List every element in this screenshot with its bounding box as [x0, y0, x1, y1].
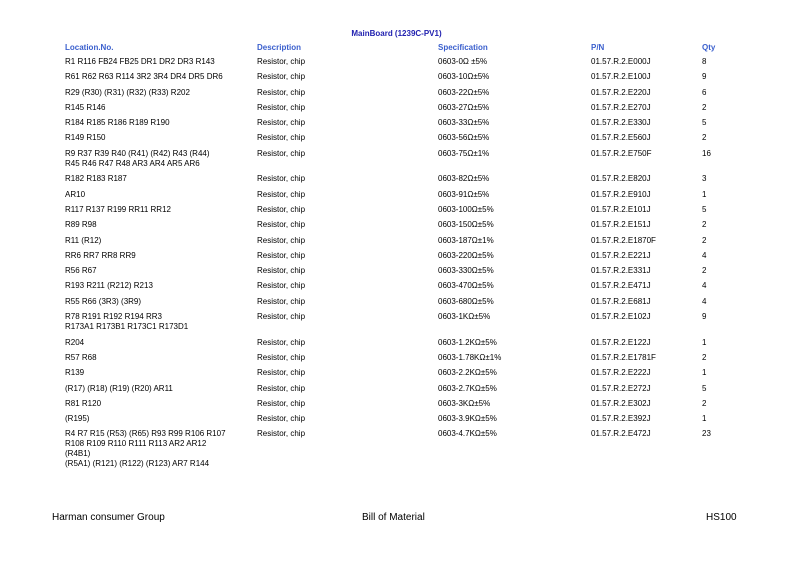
location-line: R204 — [65, 337, 85, 347]
location-line: R89 R98 — [65, 220, 97, 230]
location-cell — [65, 353, 253, 363]
pn-cell: 01.57.R.2.E472J — [591, 429, 651, 439]
specification-cell: 0603-0Ω ±5% — [438, 57, 488, 66]
location-line: (R5A1) (R121) (R122) (R123) AR7 R144 — [65, 459, 210, 469]
location-cell — [65, 149, 253, 169]
location-line: R117 R137 R199 RR11 RR12 — [65, 204, 171, 214]
location-line: R9 R37 R39 R40 (R41) (R42) R43 (R44) — [65, 148, 210, 158]
table-row — [0, 88, 793, 103]
table-row — [0, 72, 793, 87]
specification-cell: 0603-22Ω±5% — [438, 87, 490, 97]
pn-cell: 01.57.R.2.E1781F — [591, 352, 656, 362]
pn-cell: 01.57.R.2.E220J — [591, 87, 651, 97]
bom-table — [0, 57, 793, 476]
location-cell — [65, 118, 253, 128]
specification-cell: 0603-91Ω±5% — [438, 189, 490, 199]
pn-cell: 01.57.R.2.E330J — [591, 118, 651, 128]
specification-cell: 0603-4.7KΩ±5% — [438, 429, 497, 439]
table-row — [0, 236, 793, 251]
pn-cell: 01.57.R.2.E222J — [591, 368, 651, 378]
description-cell: Resistor, chip — [257, 87, 306, 97]
description-cell: Resistor, chip — [257, 174, 306, 184]
location-cell — [65, 220, 253, 230]
location-line: R81 R120 — [65, 398, 102, 408]
location-cell — [65, 384, 253, 394]
description-cell: Resistor, chip — [257, 296, 306, 306]
table-row — [0, 133, 793, 148]
location-line: RR6 RR7 RR8 RR9 — [65, 250, 136, 260]
footer-doc-title: Bill of Material — [362, 512, 425, 523]
location-cell — [65, 368, 253, 378]
location-line: R145 R146 — [65, 102, 106, 112]
qty-cell: 2 — [702, 398, 707, 408]
location-line: R11 (R12) — [65, 235, 102, 245]
pn-cell: 01.57.R.2.E151J — [591, 220, 651, 230]
table-row — [0, 338, 793, 353]
pn-cell: 01.57.R.2.E270J — [591, 102, 651, 112]
location-cell — [65, 190, 253, 200]
qty-cell: 23 — [702, 429, 711, 439]
specification-cell: 0603-75Ω±1% — [438, 148, 490, 158]
qty-cell: 3 — [702, 174, 707, 184]
specification-cell: 0603-2.2KΩ±5% — [438, 368, 497, 378]
specification-cell: 0603-10Ω±5% — [438, 72, 490, 82]
description-cell: Resistor, chip — [257, 118, 306, 128]
specification-cell: 0603-3.9KΩ±5% — [438, 414, 497, 424]
qty-cell: 6 — [702, 87, 707, 97]
description-cell: Resistor, chip — [257, 102, 306, 112]
qty-cell: 5 — [702, 118, 707, 128]
page-title: MainBoard (1239C-PV1) — [351, 29, 442, 38]
table-row — [0, 118, 793, 133]
specification-cell: 0603-27Ω±5% — [438, 102, 490, 112]
table-row — [0, 281, 793, 296]
specification-cell: 0603-220Ω±5% — [438, 250, 494, 260]
header-pn: P/N — [591, 43, 605, 52]
description-cell: Resistor, chip — [257, 189, 306, 199]
location-cell — [65, 205, 253, 215]
description-cell: Resistor, chip — [257, 204, 306, 214]
header-description: Description — [257, 43, 302, 52]
specification-cell: 0603-1.78KΩ±1% — [438, 352, 502, 362]
location-cell — [65, 297, 253, 307]
pn-cell: 01.57.R.2.E910J — [591, 189, 651, 199]
location-line: R56 R67 — [65, 266, 97, 276]
description-cell: Resistor, chip — [257, 72, 306, 82]
location-line: R1 R116 FB24 FB25 DR1 DR2 DR3 R143 — [65, 57, 215, 66]
qty-cell: 2 — [702, 220, 707, 230]
specification-cell: 0603-33Ω±5% — [438, 118, 490, 128]
location-line: R57 R68 — [65, 352, 97, 362]
description-cell: Resistor, chip — [257, 220, 306, 230]
pn-cell: 01.57.R.2.E1870F — [591, 235, 656, 245]
qty-cell: 4 — [702, 250, 707, 260]
specification-cell: 0603-1.2KΩ±5% — [438, 337, 497, 347]
location-line: (R4B1) — [65, 449, 91, 459]
specification-cell: 0603-150Ω±5% — [438, 220, 494, 230]
pn-cell: 01.57.R.2.E122J — [591, 337, 651, 347]
table-row — [0, 266, 793, 281]
table-row — [0, 103, 793, 118]
location-cell — [65, 281, 253, 291]
qty-cell: 1 — [702, 189, 707, 199]
specification-cell: 0603-3KΩ±5% — [438, 398, 491, 408]
table-row — [0, 251, 793, 266]
footer-company: Harman consumer Group — [52, 512, 165, 523]
table-row — [0, 368, 793, 383]
table-row — [0, 57, 793, 72]
qty-cell: 4 — [702, 281, 707, 291]
table-row — [0, 190, 793, 205]
pn-cell: 01.57.R.2.E820J — [591, 174, 651, 184]
specification-cell: 0603-1KΩ±5% — [438, 312, 491, 322]
qty-cell: 1 — [702, 337, 707, 347]
pn-cell: 01.57.R.2.E000J — [591, 57, 651, 66]
table-row — [0, 149, 793, 175]
location-cell — [65, 103, 253, 113]
specification-cell: 0603-2.7KΩ±5% — [438, 383, 497, 393]
qty-cell: 1 — [702, 414, 707, 424]
specification-cell: 0603-330Ω±5% — [438, 266, 494, 276]
location-line: R4 R7 R15 (R53) (R65) R93 R99 R106 R107 — [65, 429, 226, 439]
table-row — [0, 414, 793, 429]
description-cell: Resistor, chip — [257, 57, 306, 66]
location-cell — [65, 133, 253, 143]
location-line: R78 R191 R192 R194 RR3 — [65, 312, 162, 322]
location-cell — [65, 266, 253, 276]
qty-cell: 5 — [702, 204, 707, 214]
specification-cell: 0603-82Ω±5% — [438, 174, 490, 184]
description-cell: Resistor, chip — [257, 148, 306, 158]
location-line: R45 R46 R47 R48 AR3 AR4 AR5 AR6 — [65, 158, 200, 168]
description-cell: Resistor, chip — [257, 133, 306, 143]
specification-cell: 0603-100Ω±5% — [438, 204, 494, 214]
location-cell — [65, 57, 253, 67]
location-line: R184 R185 R186 R189 R190 — [65, 118, 170, 128]
qty-cell: 2 — [702, 133, 707, 143]
location-line: (R17) (R18) (R19) (R20) AR11 — [65, 383, 173, 393]
description-cell: Resistor, chip — [257, 398, 306, 408]
table-row — [0, 205, 793, 220]
description-cell: Resistor, chip — [257, 266, 306, 276]
description-cell: Resistor, chip — [257, 352, 306, 362]
pn-cell: 01.57.R.2.E101J — [591, 204, 651, 214]
table-row — [0, 384, 793, 399]
footer-model: HS100 — [706, 512, 737, 523]
pn-cell: 01.57.R.2.E272J — [591, 383, 651, 393]
location-cell — [65, 88, 253, 98]
location-cell — [65, 174, 253, 184]
description-cell: Resistor, chip — [257, 235, 306, 245]
description-cell: Resistor, chip — [257, 312, 306, 322]
table-row — [0, 297, 793, 312]
table-row — [0, 174, 793, 189]
pn-cell: 01.57.R.2.E331J — [591, 266, 651, 276]
header-qty: Qty — [702, 43, 716, 52]
pn-cell: 01.57.R.2.E221J — [591, 250, 651, 260]
location-cell — [65, 251, 253, 261]
location-line: R55 R66 (3R3) (3R9) — [65, 296, 142, 306]
location-line: (R195) — [65, 414, 90, 424]
pn-cell: 01.57.R.2.E560J — [591, 133, 651, 143]
table-row — [0, 399, 793, 414]
specification-cell: 0603-470Ω±5% — [438, 281, 494, 291]
pn-cell: 01.57.R.2.E392J — [591, 414, 651, 424]
description-cell: Resistor, chip — [257, 368, 306, 378]
pn-cell: 01.57.R.2.E302J — [591, 398, 651, 408]
pn-cell: 01.57.R.2.E471J — [591, 281, 651, 291]
description-cell: Resistor, chip — [257, 281, 306, 291]
location-line: R61 R62 R63 R114 3R2 3R4 DR4 DR5 DR6 — [65, 72, 223, 82]
qty-cell: 5 — [702, 383, 707, 393]
qty-cell: 16 — [702, 148, 711, 158]
header-location: Location.No. — [65, 43, 114, 52]
location-cell — [65, 414, 253, 424]
location-line: R173A1 R173B1 R173C1 R173D1 — [65, 322, 189, 332]
table-row — [0, 429, 793, 475]
location-line: R149 R150 — [65, 133, 106, 143]
description-cell: Resistor, chip — [257, 337, 306, 347]
pn-cell: 01.57.R.2.E681J — [591, 296, 651, 306]
location-line: R29 (R30) (R31) (R32) (R33) R202 — [65, 87, 190, 97]
location-cell — [65, 399, 253, 409]
location-cell — [65, 236, 253, 246]
location-line: R193 R211 (R212) R213 — [65, 281, 153, 291]
location-cell — [65, 429, 253, 469]
table-row — [0, 353, 793, 368]
pn-cell: 01.57.R.2.E100J — [591, 72, 651, 82]
location-line: R182 R183 R187 — [65, 174, 127, 184]
description-cell: Resistor, chip — [257, 250, 306, 260]
header-specification: Specification — [438, 43, 488, 52]
location-line: R108 R109 R110 R111 R113 AR2 AR12 — [65, 439, 207, 449]
specification-cell: 0603-680Ω±5% — [438, 296, 494, 306]
qty-cell: 1 — [702, 368, 707, 378]
location-cell — [65, 312, 253, 332]
qty-cell: 2 — [702, 266, 707, 276]
table-row — [0, 220, 793, 235]
description-cell: Resistor, chip — [257, 429, 306, 439]
location-line: AR10 — [65, 189, 86, 199]
location-cell — [65, 338, 253, 348]
pn-cell: 01.57.R.2.E750F — [591, 148, 652, 158]
qty-cell: 2 — [702, 102, 707, 112]
description-cell: Resistor, chip — [257, 383, 306, 393]
qty-cell: 2 — [702, 352, 707, 362]
location-cell — [65, 72, 253, 82]
description-cell: Resistor, chip — [257, 414, 306, 424]
qty-cell: 2 — [702, 235, 707, 245]
qty-cell: 9 — [702, 312, 707, 322]
qty-cell: 4 — [702, 296, 707, 306]
pn-cell: 01.57.R.2.E102J — [591, 312, 651, 322]
qty-cell: 9 — [702, 72, 707, 82]
specification-cell: 0603-187Ω±1% — [438, 235, 494, 245]
table-row — [0, 312, 793, 338]
specification-cell: 0603-56Ω±5% — [438, 133, 490, 143]
location-line: R139 — [65, 368, 85, 378]
qty-cell: 8 — [702, 57, 707, 66]
